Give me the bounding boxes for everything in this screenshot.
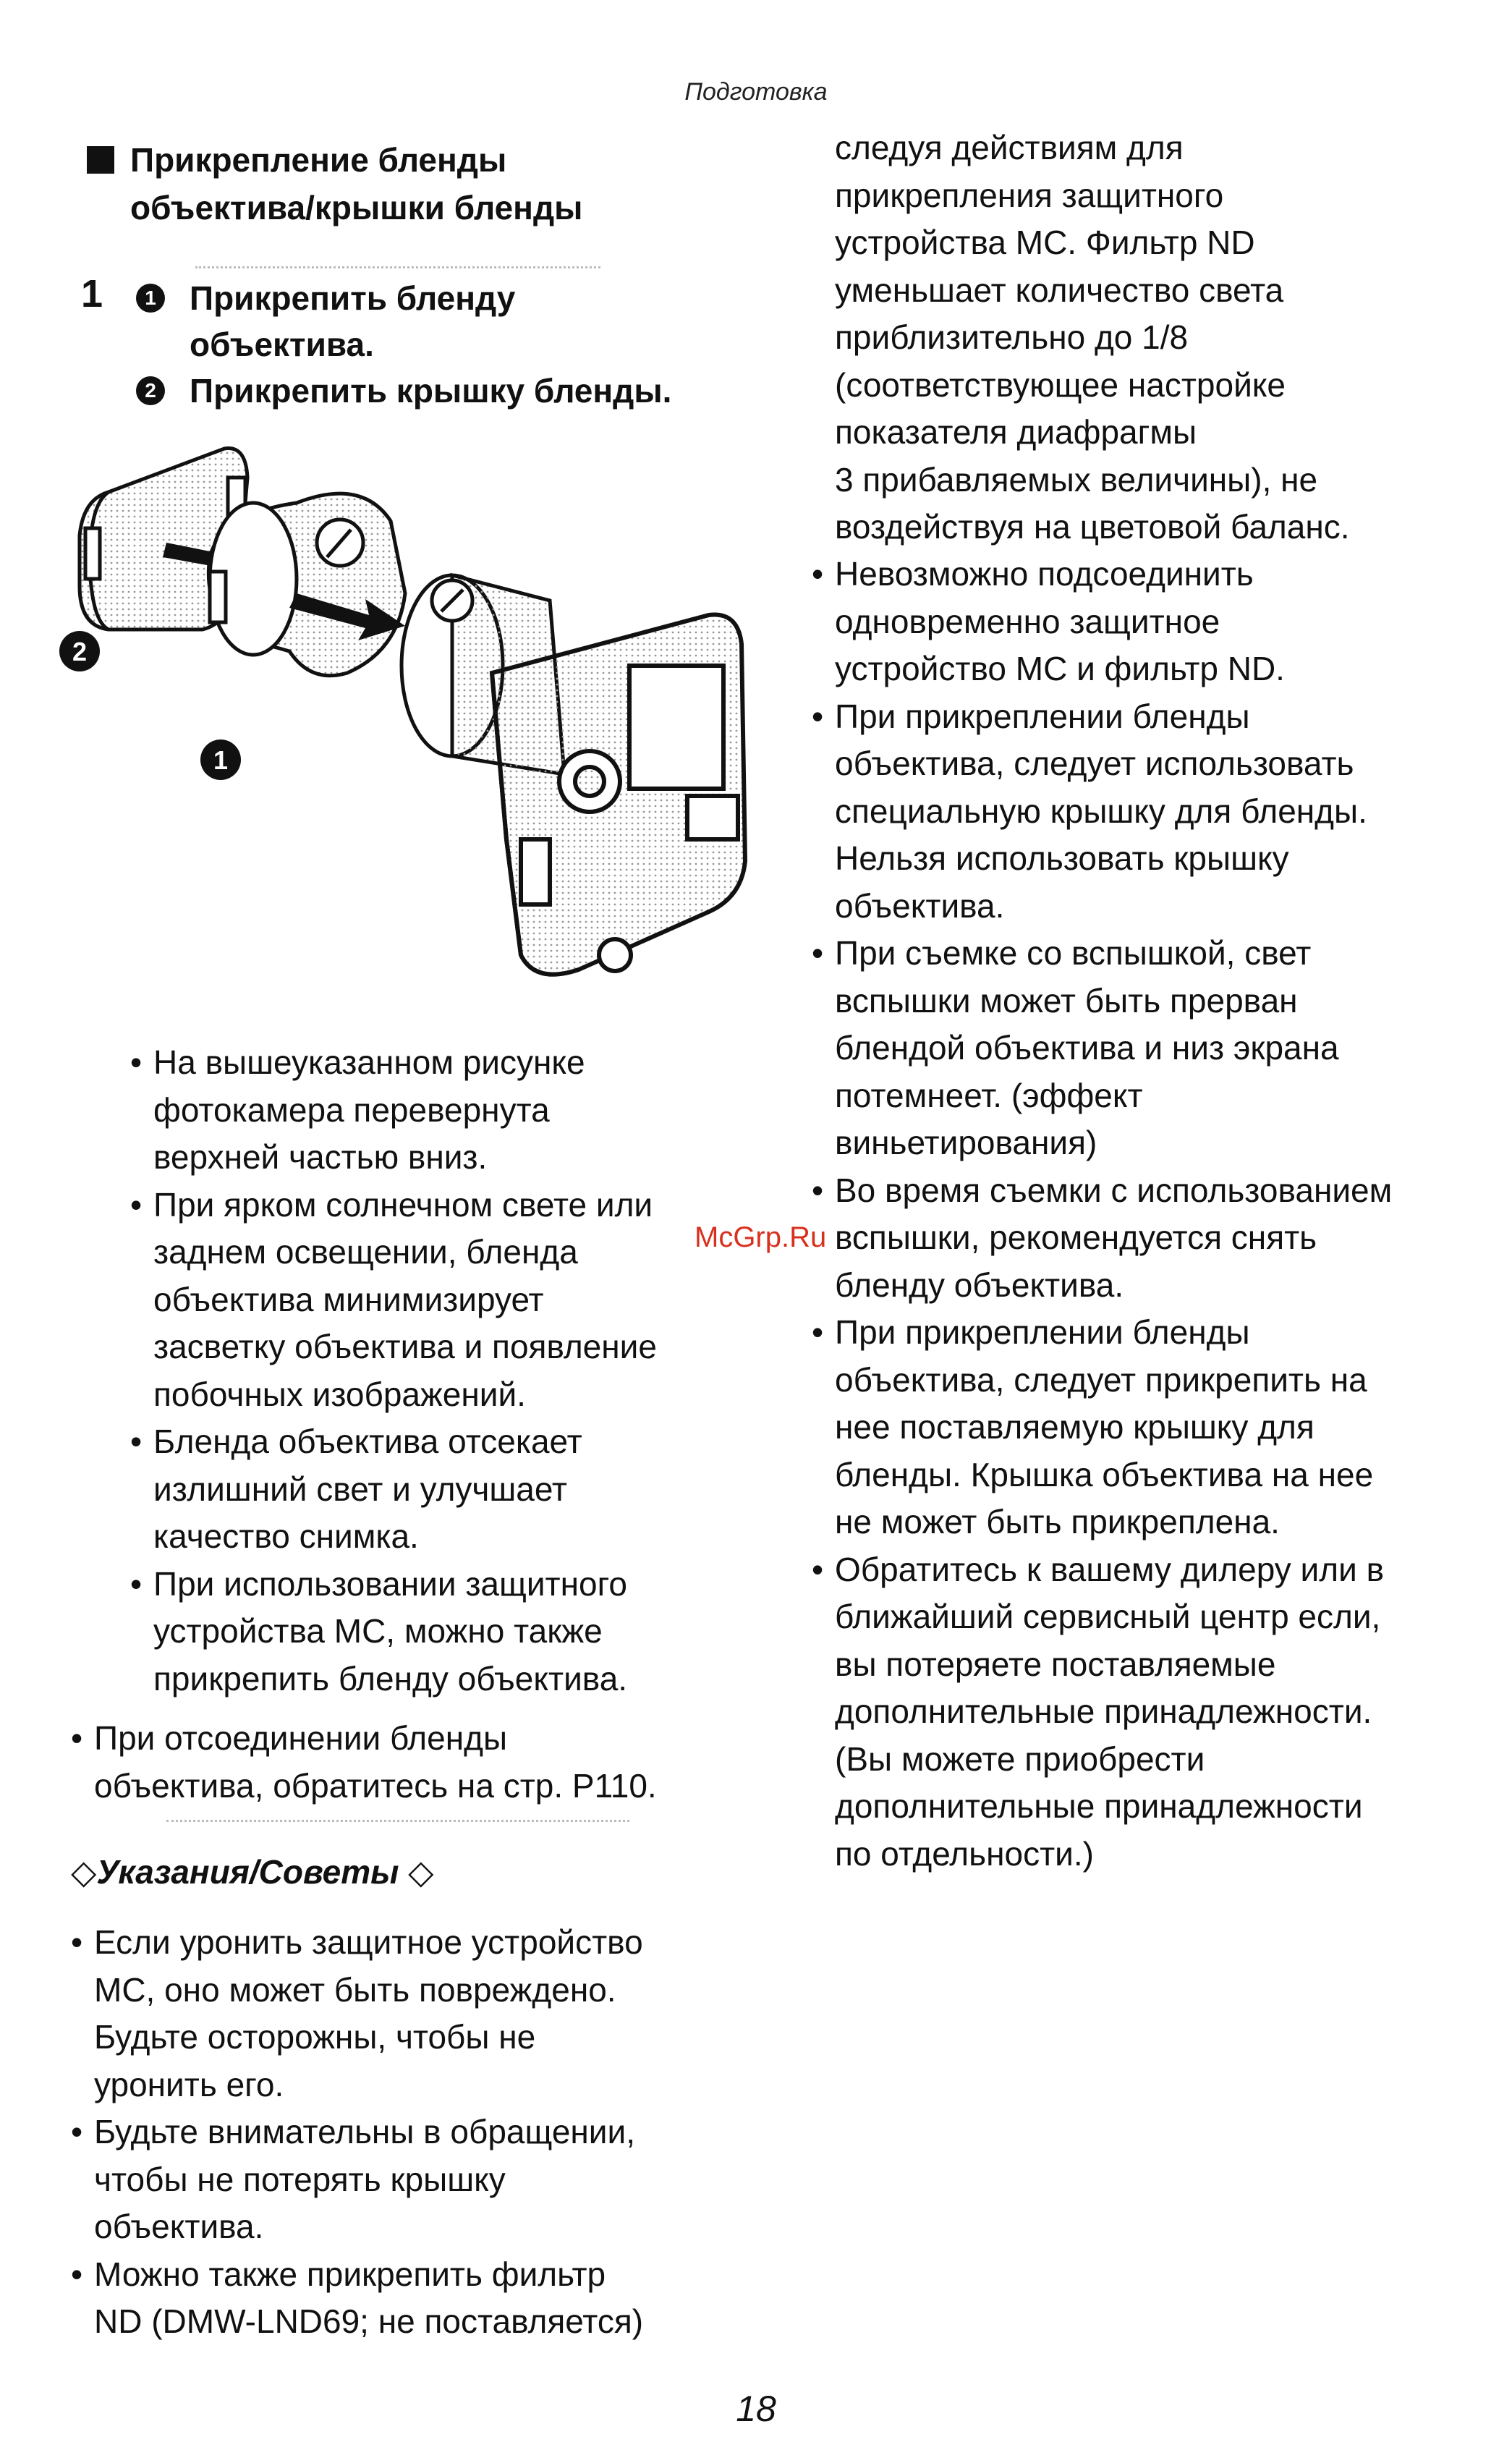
step-item-1-cont: объектива. (190, 326, 374, 363)
step-number: 1 (81, 272, 103, 315)
right-continuation-text: следуя действиям для прикрепления защитного устройства MC. Фильтр ND уменьшает количество света приблизительно до 1/8 (соответствующее настройке показателя диафрагмы 3 прибавляемых величины), не воздействуя на цветовой баланс. (835, 129, 1350, 546)
diamond-icon: ◇ (71, 1853, 97, 1891)
section-title-line: Прикрепление бленды (130, 141, 507, 179)
list-item: • Если уронить защитное устройство MC, оно может быть повреждено. Будьте осторожны, чтобы не уронить его. (71, 1919, 765, 2108)
list-item: • При ярком солнечном свете или заднем освещении, бленда объектива минимизирует засветку объектива и появление побочных изображений. (130, 1182, 767, 1419)
tips-title-text: Указания/Советы (96, 1853, 399, 1891)
list-item: • Будьте внимательны в обращении, чтобы не потерять крышку объектива. (71, 2108, 765, 2251)
list-item: • Можно также прикрепить фильтр ND (DMW-LND69; не поставляется) (71, 2251, 765, 2346)
step-1 (81, 272, 776, 414)
page-number: 18 (736, 2389, 776, 2429)
dotted-separator (166, 1820, 629, 1822)
outer-bullet-list (71, 1715, 765, 1810)
camera-lens-hood-illustration (58, 434, 752, 1042)
list-item: • Бленда объектива отсекает излишний свет и улучшает качество снимка. (130, 1418, 767, 1561)
list-item: • На вышеуказанном рисунке фотокамера перевернута верхней частью вниз. (130, 1039, 767, 1182)
watermark: McGrp.Ru (695, 1221, 827, 1253)
right-bullet-list (812, 551, 1492, 1878)
list-item: • Невозможно подсоединить одновременно защитное устройство MC и фильтр ND. (812, 551, 1492, 693)
step-item-2 (81, 368, 776, 414)
list-item: • При съемке со вспышкой, свет вспышки может быть прерван блендой объектива и низ экрана потемнеет. (эффект виньетирования) (812, 930, 1492, 1167)
step-item-1 (81, 275, 776, 321)
section-title (87, 136, 781, 232)
list-item: • При отсоединении бленды объектива, обратитесь на стр. P110. (71, 1715, 765, 1810)
tips-bullet-list (71, 1919, 765, 2346)
circled-number-icon: 2 (136, 376, 165, 405)
list-item: • При прикреплении бленды объектива, следует прикрепить на нее поставляемую крышку для бленды. Крышка объектива на нее не может быть прикреплена. (812, 1309, 1492, 1546)
circled-number-icon: 1 (136, 284, 165, 313)
svg-text:1: 1 (213, 745, 229, 775)
camera-body-drawing (492, 615, 745, 975)
lens-hood-drawing (208, 493, 405, 676)
step-item-1-line: Прикрепить бленду (190, 279, 516, 317)
list-item: • При использовании защитного устройства MC, можно также прикрепить бленду объектива. (130, 1561, 767, 1703)
figure-label-1 (200, 739, 241, 780)
list-item: • Во время съемки с использованием вспышки, рекомендуется снять бленду объектива. (812, 1167, 1492, 1310)
diamond-icon: ◇ (408, 1853, 434, 1891)
step-item-2-line: Прикрепить крышку бленды. (190, 372, 672, 410)
section-marker-icon (87, 146, 114, 174)
page-section-header: Подготовка (684, 78, 828, 106)
figure-label-2 (59, 631, 100, 671)
svg-text:2: 2 (72, 637, 88, 666)
list-item: • При прикреплении бленды объектива, следует использовать специальную крышку для бленды. Нельзя использовать крышку объектива. (812, 693, 1492, 931)
dotted-separator (195, 266, 600, 268)
tips-title (71, 1852, 434, 1891)
list-item: • Обратитесь к вашему дилеру или в ближайший сервисный центр если, вы потеряете поставляемые дополнительные принадлежности. (Вы можете приобрести дополнительные принадлежности по отдельности.) (812, 1546, 1492, 1878)
left-bullet-list (130, 1039, 767, 1703)
section-title-line: объектива/крышки бленды (130, 189, 583, 226)
